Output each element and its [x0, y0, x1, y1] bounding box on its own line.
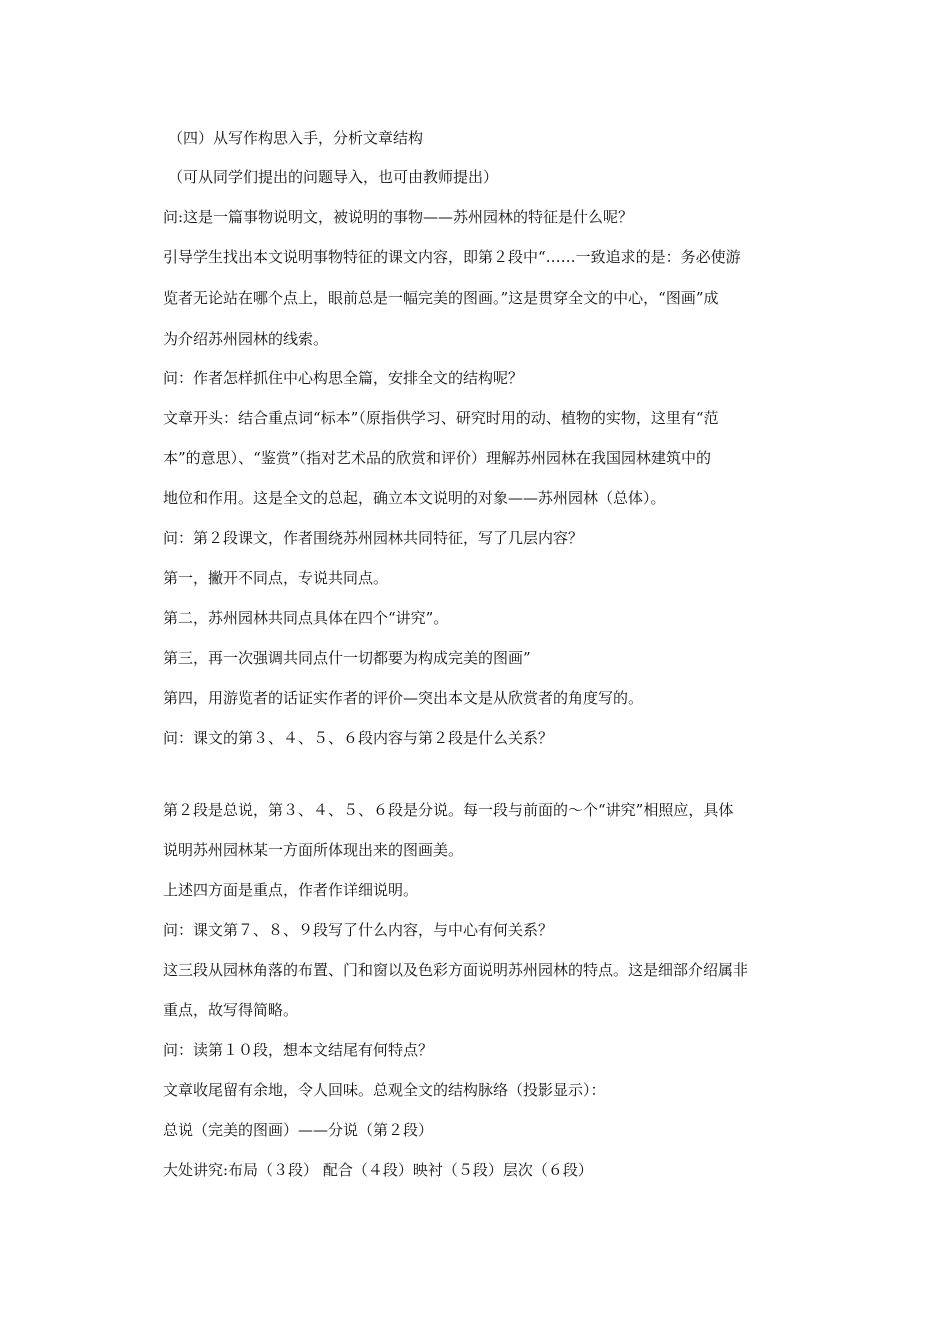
paragraph-line: 上述四方面是重点，作者作详细说明。 — [163, 881, 419, 899]
question-line: 问：作者怎样抓住中心构思全篇，安排全文的结构呢？ — [163, 369, 524, 387]
paragraph-line: 本”的意思）、“鉴赏”（指对艺术品的欣赏和评价）理解苏州园林在我国园林建筑中的 — [163, 449, 712, 467]
paragraph-line: 第四，用游览者的话证实作者的评价—突出本文是从欣赏者的角度写的。 — [163, 689, 644, 707]
question-line: 问：课文第７、８、９段写了什么内容，与中心有何关系？ — [163, 921, 554, 939]
question-line: 问:这是一篇事物说明文，被说明的事物——苏州园林的特征是什么呢？ — [163, 208, 634, 226]
paragraph-line: 引导学生找出本文说明事物特征的课文内容，即第２段中“……一致追求的是：务必使游 — [163, 248, 741, 266]
paragraph-line: 重点，故写得简略。 — [163, 1001, 299, 1019]
paragraph-line: 这三段从园林角落的布置、门和窗以及色彩方面说明苏州园林的特点。这是细部介绍属非 — [163, 961, 749, 979]
paragraph-line: 文章开头：结合重点词“标本”（原指供学习、研究时用的动、植物的实物，这里有“范 — [163, 409, 719, 427]
paragraph-line: 总说（完美的图画）——分说（第２段） — [163, 1121, 434, 1139]
paragraph-line: 为介绍苏州园林的线索。 — [163, 330, 329, 348]
paragraph-line: 第２段是总说，第３、４、５、６段是分说。每一段与前面的～个“讲究”相照应，具体 — [163, 801, 734, 819]
paragraph-line: 第二，苏州园林共同点具体在四个“讲究”。 — [163, 609, 449, 627]
question-line: 问：读第１０段，想本文结尾有何特点？ — [163, 1041, 434, 1059]
paragraph-line: 地位和作用。这是全文的总起，确立本文说明的对象——苏州园林（总体）。 — [163, 489, 666, 507]
paragraph-line: 文章收尾留有余地，令人回味。总观全文的结构脉络（投影显示）： — [163, 1081, 606, 1099]
paragraph-line: （可从同学们提出的问题导入，也可由教师提出） — [168, 168, 499, 186]
question-line: 问：第２段课文，作者围绕苏州园林共同特征，写了几层内容？ — [163, 529, 584, 547]
paragraph-line: 第三，再一次强调共同点什一切都要为构成完美的图画” — [163, 649, 531, 667]
section-heading: （四）从写作构思入手，分析文章结构 — [168, 129, 424, 147]
paragraph-line: 大处讲究:布局（３段） 配合（４段）映衬（５段）层次（６段） — [163, 1161, 593, 1179]
question-line: 问：课文的第３、４、５、６段内容与第２段是什么关系？ — [163, 729, 554, 747]
paragraph-line: 说明苏州园林某一方面所体现出来的图画美。 — [163, 841, 464, 859]
paragraph-line: 第一，撇开不同点，专说共同点。 — [163, 569, 389, 587]
paragraph-line: 览者无论站在哪个点上，眼前总是一幅完美的图画。”这是贯穿全文的中心，“图画”成 — [163, 289, 719, 307]
